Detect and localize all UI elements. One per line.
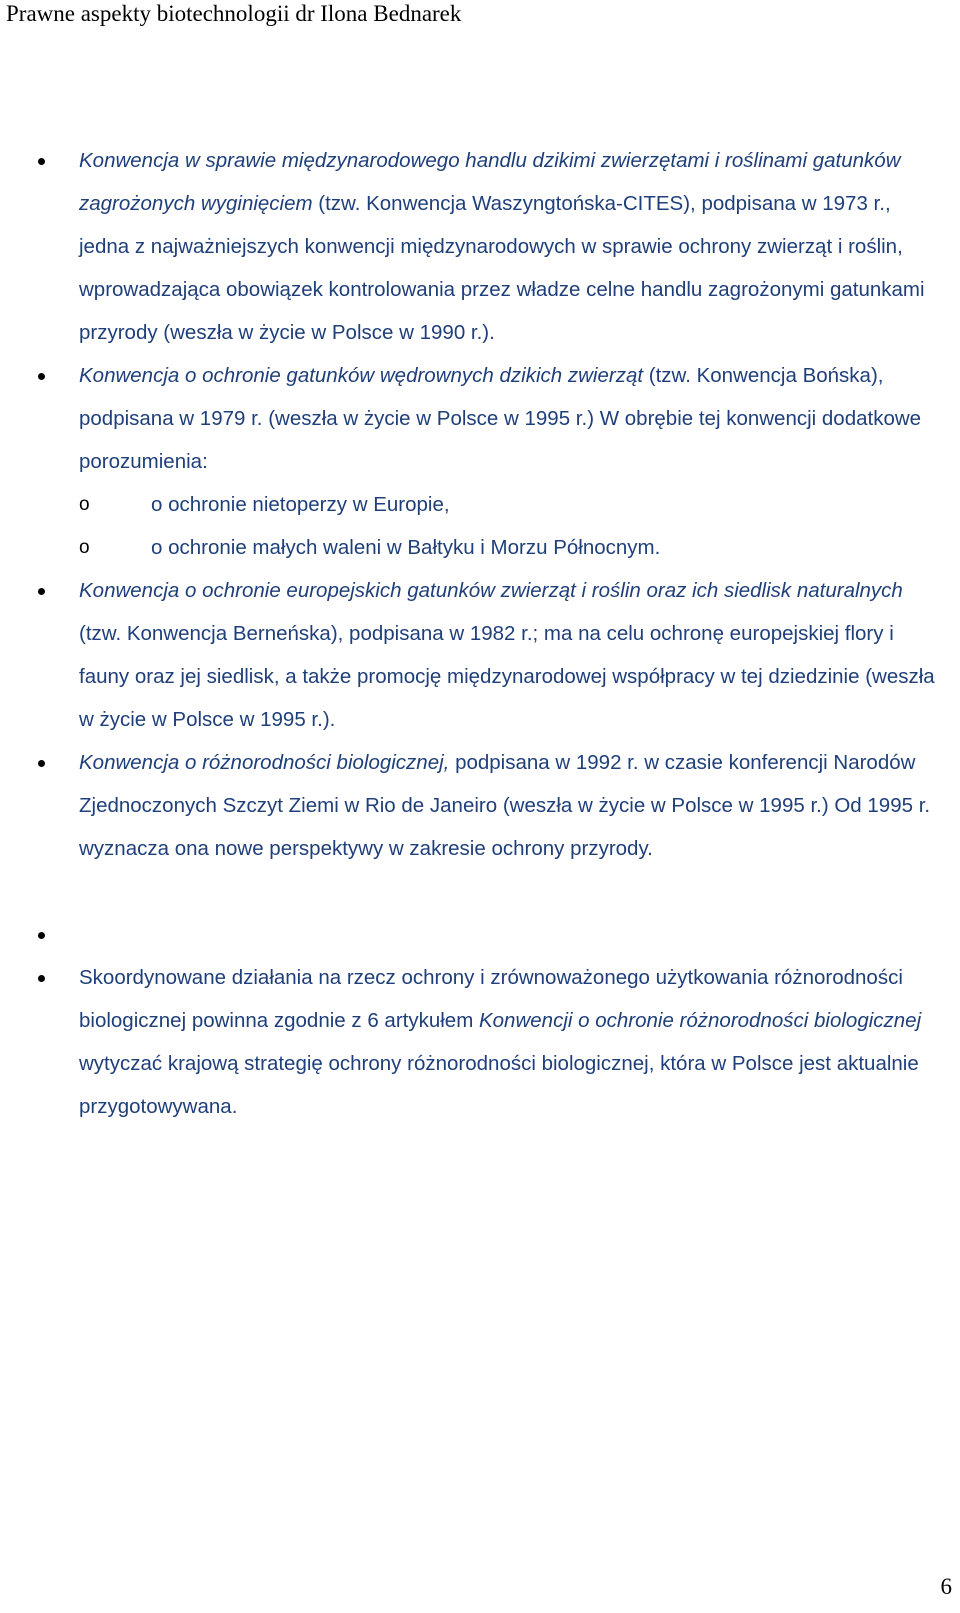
list-item bbox=[0, 956, 960, 1128]
sub-item-text: o ochronie nietoperzy w Europie, bbox=[151, 493, 450, 516]
convention-title: Konwencja w sprawie międzynarodowego handlu dzikimi zwierzętami i roślinami gatunków zagrożonych wyginięciem bbox=[79, 149, 901, 215]
convention-description: (tzw. Konwencja Bońska), podpisana w 1979 r. (weszła w życie w Polsce w 1995 r.) W obrębie tej konwencji dodatkowe porozumienia: bbox=[79, 364, 922, 473]
bullet-icon bbox=[38, 975, 45, 982]
sub-list-item bbox=[0, 483, 960, 526]
spacer bbox=[0, 870, 960, 913]
convention-title: Konwencja o ochronie gatunków wędrownych dzikich zwierząt bbox=[79, 364, 644, 387]
bullet-icon bbox=[38, 760, 45, 767]
convention-description: (tzw. Konwencja Berneńska), podpisana w 1982 r.; ma na celu ochronę europejskiej flory i fauny oraz jej siedlisk, a także promocję międzynarodowej współpracy w tej dziedzinie (weszła w życie w Polsce w 1995 r.). bbox=[79, 622, 935, 731]
bullet-icon bbox=[38, 158, 45, 165]
bullet-icon bbox=[38, 932, 45, 939]
circle-bullet-icon: o bbox=[79, 494, 90, 515]
paragraph-text: wytyczać krajową strategię ochrony różnorodności biologicznej, która w Polsce jest aktualnie przygotowywana. bbox=[79, 1052, 919, 1118]
convention-title: Konwencji o ochronie różnorodności biologicznej bbox=[478, 1009, 922, 1032]
empty-list-item bbox=[0, 913, 960, 956]
page-header: Prawne aspekty biotechnologii dr Ilona Bednarek bbox=[6, 1, 462, 26]
convention-title: Konwencja o różnorodności biologicznej, bbox=[79, 751, 450, 774]
convention-description: (tzw. Konwencja Waszyngtońska-CITES), podpisana w 1973 r., jedna z najważniejszych konwencji międzynarodowych w sprawie ochrony zwierząt i roślin, wprowadzająca obowiązek kontrolowania przez władze celne handlu zagrożonymi gatunkami przyrody (weszła w życie w Polsce w 1990 r.). bbox=[79, 192, 925, 344]
list-item bbox=[0, 354, 960, 483]
convention-description: podpisana w 1992 r. w czasie konferencji Narodów Zjednoczonych Szczyt Ziemi w Rio de Janeiro (weszła w życie w Polsce w 1995 r.) Od 1995 r. wyznacza ona nowe perspektywy w zakresie ochrony przyrody. bbox=[79, 751, 931, 860]
bullet-icon bbox=[38, 373, 45, 380]
sub-item-text: o ochronie małych waleni w Bałtyku i Morzu Północnym. bbox=[151, 536, 661, 559]
circle-bullet-icon: o bbox=[79, 537, 90, 558]
list-item bbox=[0, 741, 960, 870]
page-number: 6 bbox=[940, 1574, 952, 1599]
convention-title: Konwencja o ochronie europejskich gatunków zwierząt i roślin oraz ich siedlisk naturalnych bbox=[79, 579, 903, 602]
list-item bbox=[0, 139, 960, 354]
document-body bbox=[0, 139, 960, 1128]
bullet-icon bbox=[38, 588, 45, 595]
paragraph-text: Skoordynowane działania na rzecz ochrony i zrównoważonego użytkowania różnorodności biologicznej powinna zgodnie z 6 artykułem bbox=[79, 966, 903, 1032]
list-item bbox=[0, 569, 960, 741]
sub-list-item bbox=[0, 526, 960, 569]
